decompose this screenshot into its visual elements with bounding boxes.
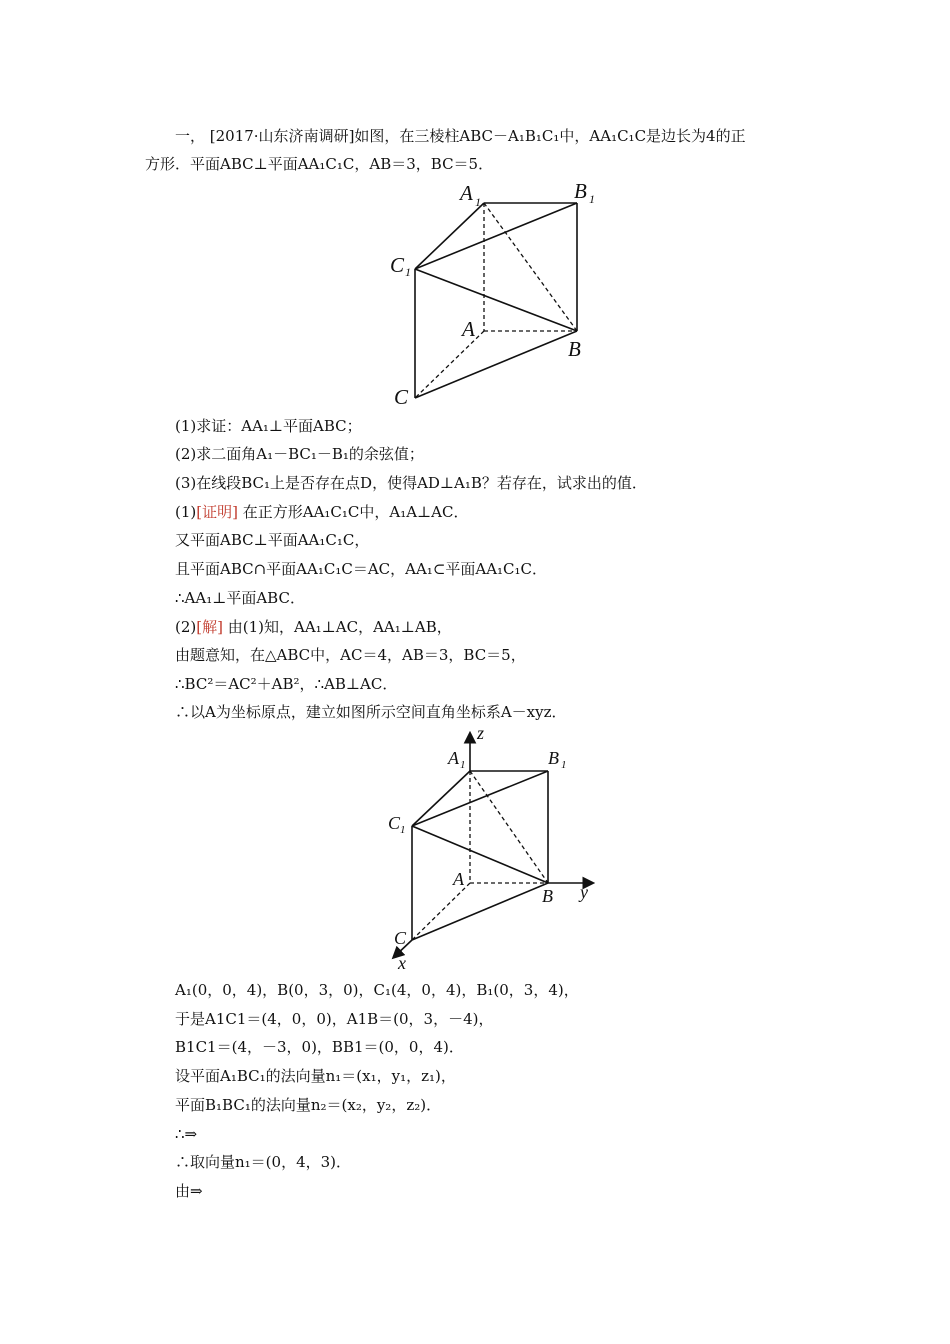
label-a1-sub: 1 (475, 195, 481, 209)
coordinate-figure (380, 726, 595, 971)
coords-line-7: ∴取向量n₁＝(0，4，3)． (175, 1153, 352, 1171)
axis-y-label: y (580, 882, 588, 902)
prism-figure (380, 178, 595, 408)
proof-line-1-text: 在正方形AA₁C₁C中，A₁A⊥AC． (237, 503, 469, 521)
coords-line-6: ∴⇒ (175, 1125, 198, 1143)
coords-line-4: 设平面A₁BC₁的法向量n₁＝(x₁，y₁，z₁)， (175, 1067, 456, 1085)
label-c: C (394, 385, 409, 408)
label-b: B (568, 337, 581, 361)
coords-line-1: A₁(0，0，4)，B(0，3，0)，C₁(4，0，4)，B₁(0，3，4)， (175, 981, 579, 999)
proof-prefix: (1) (175, 503, 197, 521)
coords-line-8: 由⇒ (175, 1182, 203, 1200)
proof-line-3: 且平面ABC∩平面AA₁C₁C＝AC，AA₁⊂平面AA₁C₁C． (175, 560, 548, 578)
label2-b: B (542, 886, 553, 906)
label-a1: A (460, 181, 473, 205)
coords-line-3: B1C1＝(4，－3，0)，BB1＝(0，0，4)． (175, 1038, 464, 1056)
question-3: (3)在线段BC₁上是否存在点D，使得AD⊥A₁B？若存在，试求出的值． (175, 474, 647, 492)
label2-b1: B (548, 748, 559, 768)
label2-c1: C (388, 813, 401, 833)
label2-a: A (453, 869, 464, 889)
coords-line-2: 于是A1C1＝(4，0，0)，A1B＝(0，3，－4)， (175, 1010, 494, 1028)
question-1: (1)求证：AA₁⊥平面ABC； (175, 417, 362, 435)
proof-tag: [证明] (196, 503, 238, 521)
label2-b1-sub: 1 (561, 759, 567, 771)
proof-line-2: 又平面ABC⊥平面AA₁C₁C， (175, 531, 370, 549)
proof-line-1 (175, 502, 468, 522)
proof-line-4: ∴AA₁⊥平面ABC． (175, 589, 305, 607)
label-c1: C (390, 253, 405, 277)
coords-line-5: 平面B₁BC₁的法向量n₂＝(x₂，y₂，z₂)． (175, 1096, 442, 1114)
axis-z-label: z (477, 726, 485, 743)
label2-c1-sub: 1 (400, 824, 406, 836)
solution-prefix: (2) (175, 618, 197, 636)
axis-x-label: x (398, 953, 406, 971)
solution-tag: [解] (196, 618, 223, 636)
question-2: (2)求二面角A₁－BC₁－B₁的余弦值； (175, 445, 424, 463)
solution-line-1 (175, 617, 452, 637)
label2-a1-sub: 1 (460, 759, 466, 771)
solution-line-3: ∴BC²＝AC²＋AB²，∴AB⊥AC． (175, 675, 398, 693)
label-a: A (462, 317, 475, 341)
label2-c: C (394, 928, 407, 948)
problem-line-1: 一， [2017·山东济南调研]如图，在三棱柱ABC－A₁B₁C₁中，AA₁C₁C是边长为4的正 (175, 127, 746, 145)
solution-line-1-text: 由(1)知，AA₁⊥AC，AA₁⊥AB， (222, 618, 452, 636)
label2-a1: A (448, 748, 459, 768)
label-c1-sub: 1 (405, 265, 411, 279)
solution-line-4: ∴以A为坐标原点，建立如图所示空间直角坐标系A－xyz． (175, 703, 567, 721)
problem-line-2: 方形．平面ABC⊥平面AA₁C₁C，AB＝3，BC＝5． (145, 155, 494, 173)
label-b1-sub: 1 (589, 192, 595, 206)
label-b1: B (574, 179, 587, 203)
solution-line-2: 由题意知，在△ABC中，AC＝4，AB＝3，BC＝5， (175, 646, 526, 664)
